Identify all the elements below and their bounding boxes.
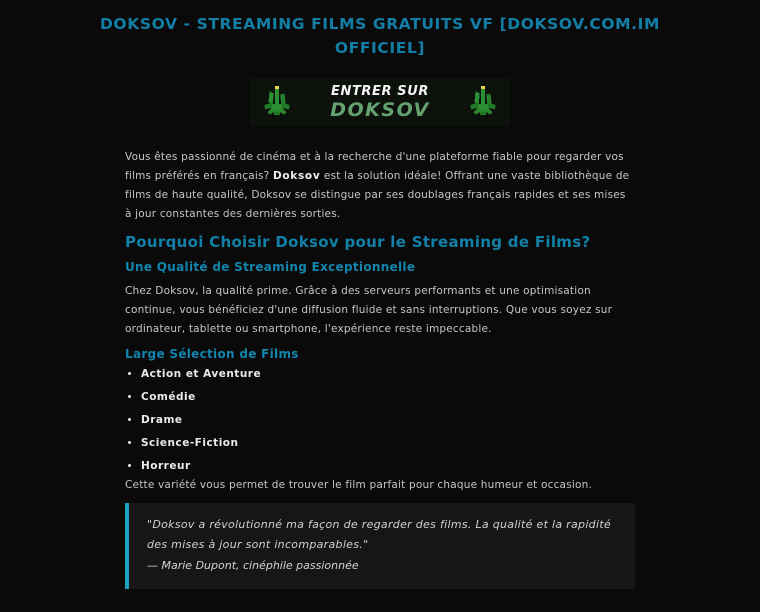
subsection-heading-selection: Large Sélection de Films — [125, 347, 299, 361]
subsection-heading-quality: Une Qualité de Streaming Exceptionnelle — [125, 260, 416, 274]
brand-name-bold: Doksov — [272, 170, 321, 182]
banner-line-enter: ENTRER SUR — [331, 83, 429, 99]
genre-list — [125, 369, 635, 472]
section-heading-why-choose: Pourquoi Choisir Doksov pour le Streaming de Films? — [125, 233, 591, 251]
genre-list-item-comedie: • Comédie — [141, 392, 635, 403]
quote-text: "Doksov a révolutionné ma façon de regarder des films. La qualité et la rapidité des mises à jour sont incomparables." — [147, 518, 612, 551]
page-title: DOKSOV - STREAMING FILMS GRATUITS VF [DOKSOV.COM.IM OFFICIEL] — [99, 15, 661, 57]
variety-paragraph: Cette variété vous permet de trouver le film parfait pour chaque humeur et occasion. — [125, 479, 592, 491]
quote-attribution: — Marie Dupont, cinéphile passionnée — [147, 559, 359, 572]
genre-list-item-science-fiction: • Science-Fiction — [141, 438, 635, 449]
plant-icon — [262, 85, 292, 119]
intro-text-end: est la solution idéale! Offrant une vaste bibliothèque de films de haute qualité, Doksov se distingue par ses doublages français rapides et ses mises à jour constantes des dernières sorties. — [125, 170, 630, 220]
banner-text — [330, 84, 430, 121]
plant-icon — [468, 85, 498, 119]
intro-paragraph — [125, 148, 635, 224]
genre-list-item-drame: • Drame — [141, 415, 635, 426]
genre-list-item-action: • Action et Aventure — [141, 369, 635, 380]
banner-line-brand: DOKSOV — [330, 98, 430, 121]
main-content — [125, 148, 635, 589]
page — [0, 12, 760, 612]
enter-banner-link[interactable] — [250, 78, 510, 126]
intro-text-start: Vous êtes passionné de cinéma et à la recherche d'une plateforme fiable pour regarder vos films préférés en français? — [125, 151, 624, 182]
testimonial-quote — [125, 503, 635, 589]
genre-list-item-horreur: • Horreur — [141, 461, 635, 472]
quality-paragraph: Chez Doksov, la qualité prime. Grâce à des serveurs performants et une optimisation continue, vous bénéficiez d'une diffusion fluide et sans interruptions. Que vous soyez sur ordinateur, tablette ou smartphone, l'expérience reste impeccable. — [125, 285, 613, 335]
